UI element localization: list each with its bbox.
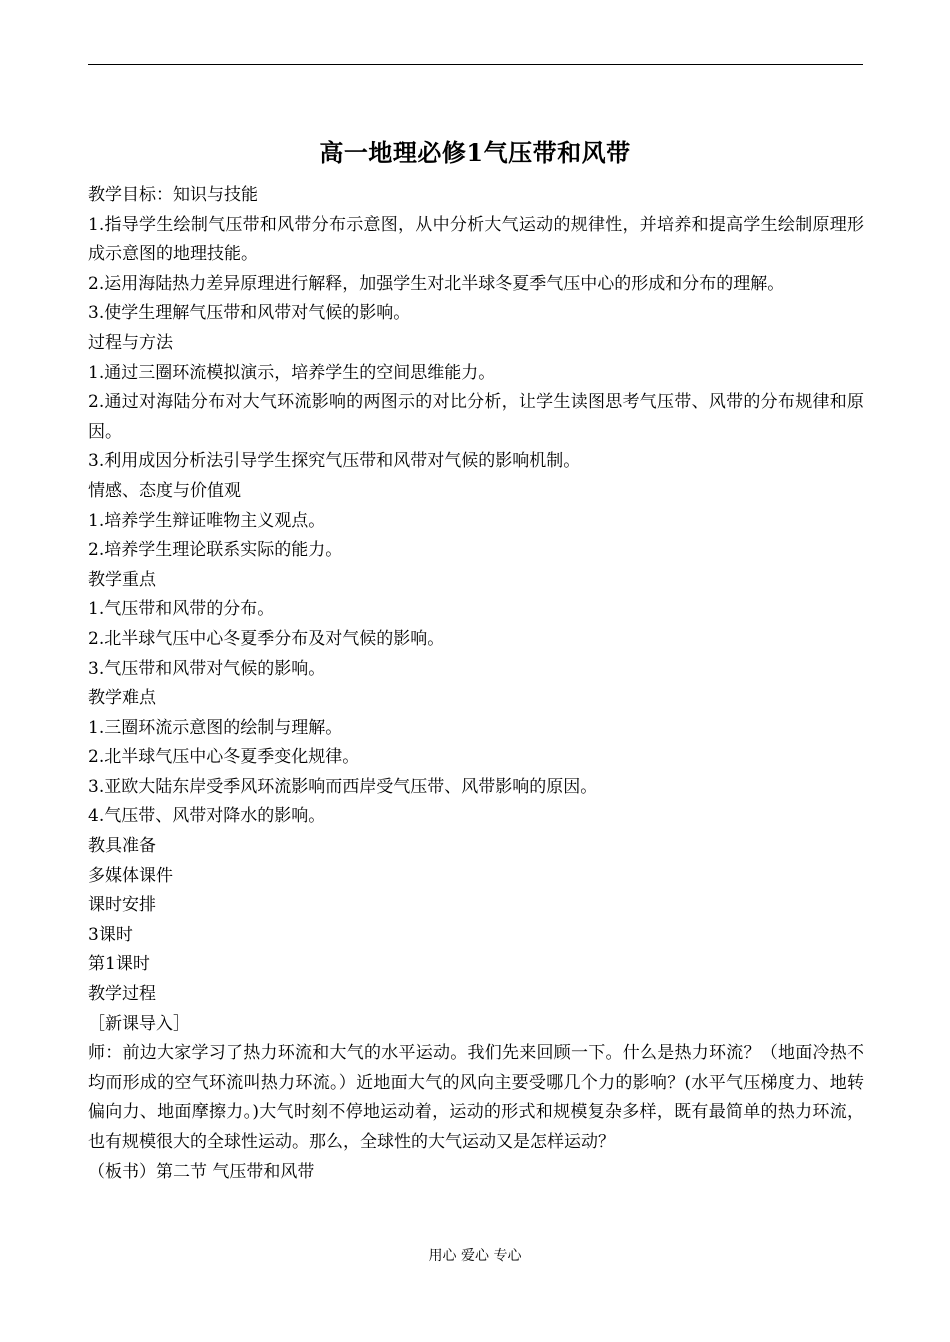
paragraph: 课时安排	[88, 895, 156, 916]
paragraph: 多媒体课件	[88, 865, 173, 886]
page-footer: 用心 爱心 专心	[428, 1248, 522, 1264]
paragraph: 3.气压带和风带对气候的影响。	[88, 658, 326, 679]
paragraph: 1.气压带和风带的分布。	[88, 599, 275, 620]
paragraph: 3.利用成因分析法引导学生探究气压带和风带对气候的影响机制。	[88, 451, 581, 472]
paragraph: 1.指导学生绘制气压带和风带分布示意图，从中分析大气运动的规律性，并培养和提高学生绘制原理形成示意图的地理技能。	[88, 214, 864, 265]
paragraph: 3课时	[88, 924, 133, 945]
paragraph: 教学重点	[88, 569, 156, 590]
paragraph: 2.北半球气压中心冬夏季分布及对气候的影响。	[88, 628, 445, 649]
paragraph: 3.亚欧大陆东岸受季风环流影响而西岸受气压带、风带影响的原因。	[88, 776, 598, 797]
paragraph: 过程与方法	[88, 332, 173, 353]
paragraph: 1.培养学生辩证唯物主义观点。	[88, 510, 326, 531]
paragraph: 2.北半球气压中心冬夏季变化规律。	[88, 747, 360, 768]
paragraph: 师：前边大家学习了热力环流和大气的水平运动。我们先来回顾一下。什么是热力环流？（地面冷热不均而形成的空气环流叫热力环流。）近地面大气的风向主要受哪几个力的影响？(水平气压梯度力、地转偏向力、地面摩擦力。)大气时刻不停地运动着，运动的形式和规模复杂多样，既有最简单的热力环流，也有规模很大的全球性运动。那么，全球性的大气运动又是怎样运动？	[88, 1043, 864, 1152]
paragraph: 1.三圈环流示意图的绘制与理解。	[88, 717, 343, 738]
paragraph: 4.气压带、风带对降水的影响。	[88, 806, 326, 827]
paragraph: （板书）第二节 气压带和风带	[88, 1161, 315, 1182]
paragraph: 1.通过三圈环流模拟演示，培养学生的空间思维能力。	[88, 362, 496, 383]
paragraph: 教学难点	[88, 688, 156, 709]
header-rule	[88, 64, 863, 65]
paragraph: 情感、态度与价值观	[88, 480, 241, 501]
document-body	[88, 181, 864, 1187]
page-title: 高一地理必修1气压带和风带	[319, 138, 631, 167]
paragraph: 教具准备	[88, 836, 156, 857]
paragraph: 3.使学生理解气压带和风带对气候的影响。	[88, 303, 411, 324]
paragraph: 2.通过对海陆分布对大气环流影响的两图示的对比分析，让学生读图思考气压带、风带的分布规律和原因。	[88, 392, 864, 442]
paragraph: 教学目标：知识与技能	[88, 185, 258, 205]
paragraph: ［新课导入］	[88, 1013, 190, 1034]
paragraph: 第1课时	[88, 954, 150, 975]
paragraph: 教学过程	[88, 984, 156, 1005]
paragraph: 2.培养学生理论联系实际的能力。	[88, 540, 343, 561]
paragraph: 2.运用海陆热力差异原理进行解释，加强学生对北半球冬夏季气压中心的形成和分布的理解。	[88, 273, 785, 294]
